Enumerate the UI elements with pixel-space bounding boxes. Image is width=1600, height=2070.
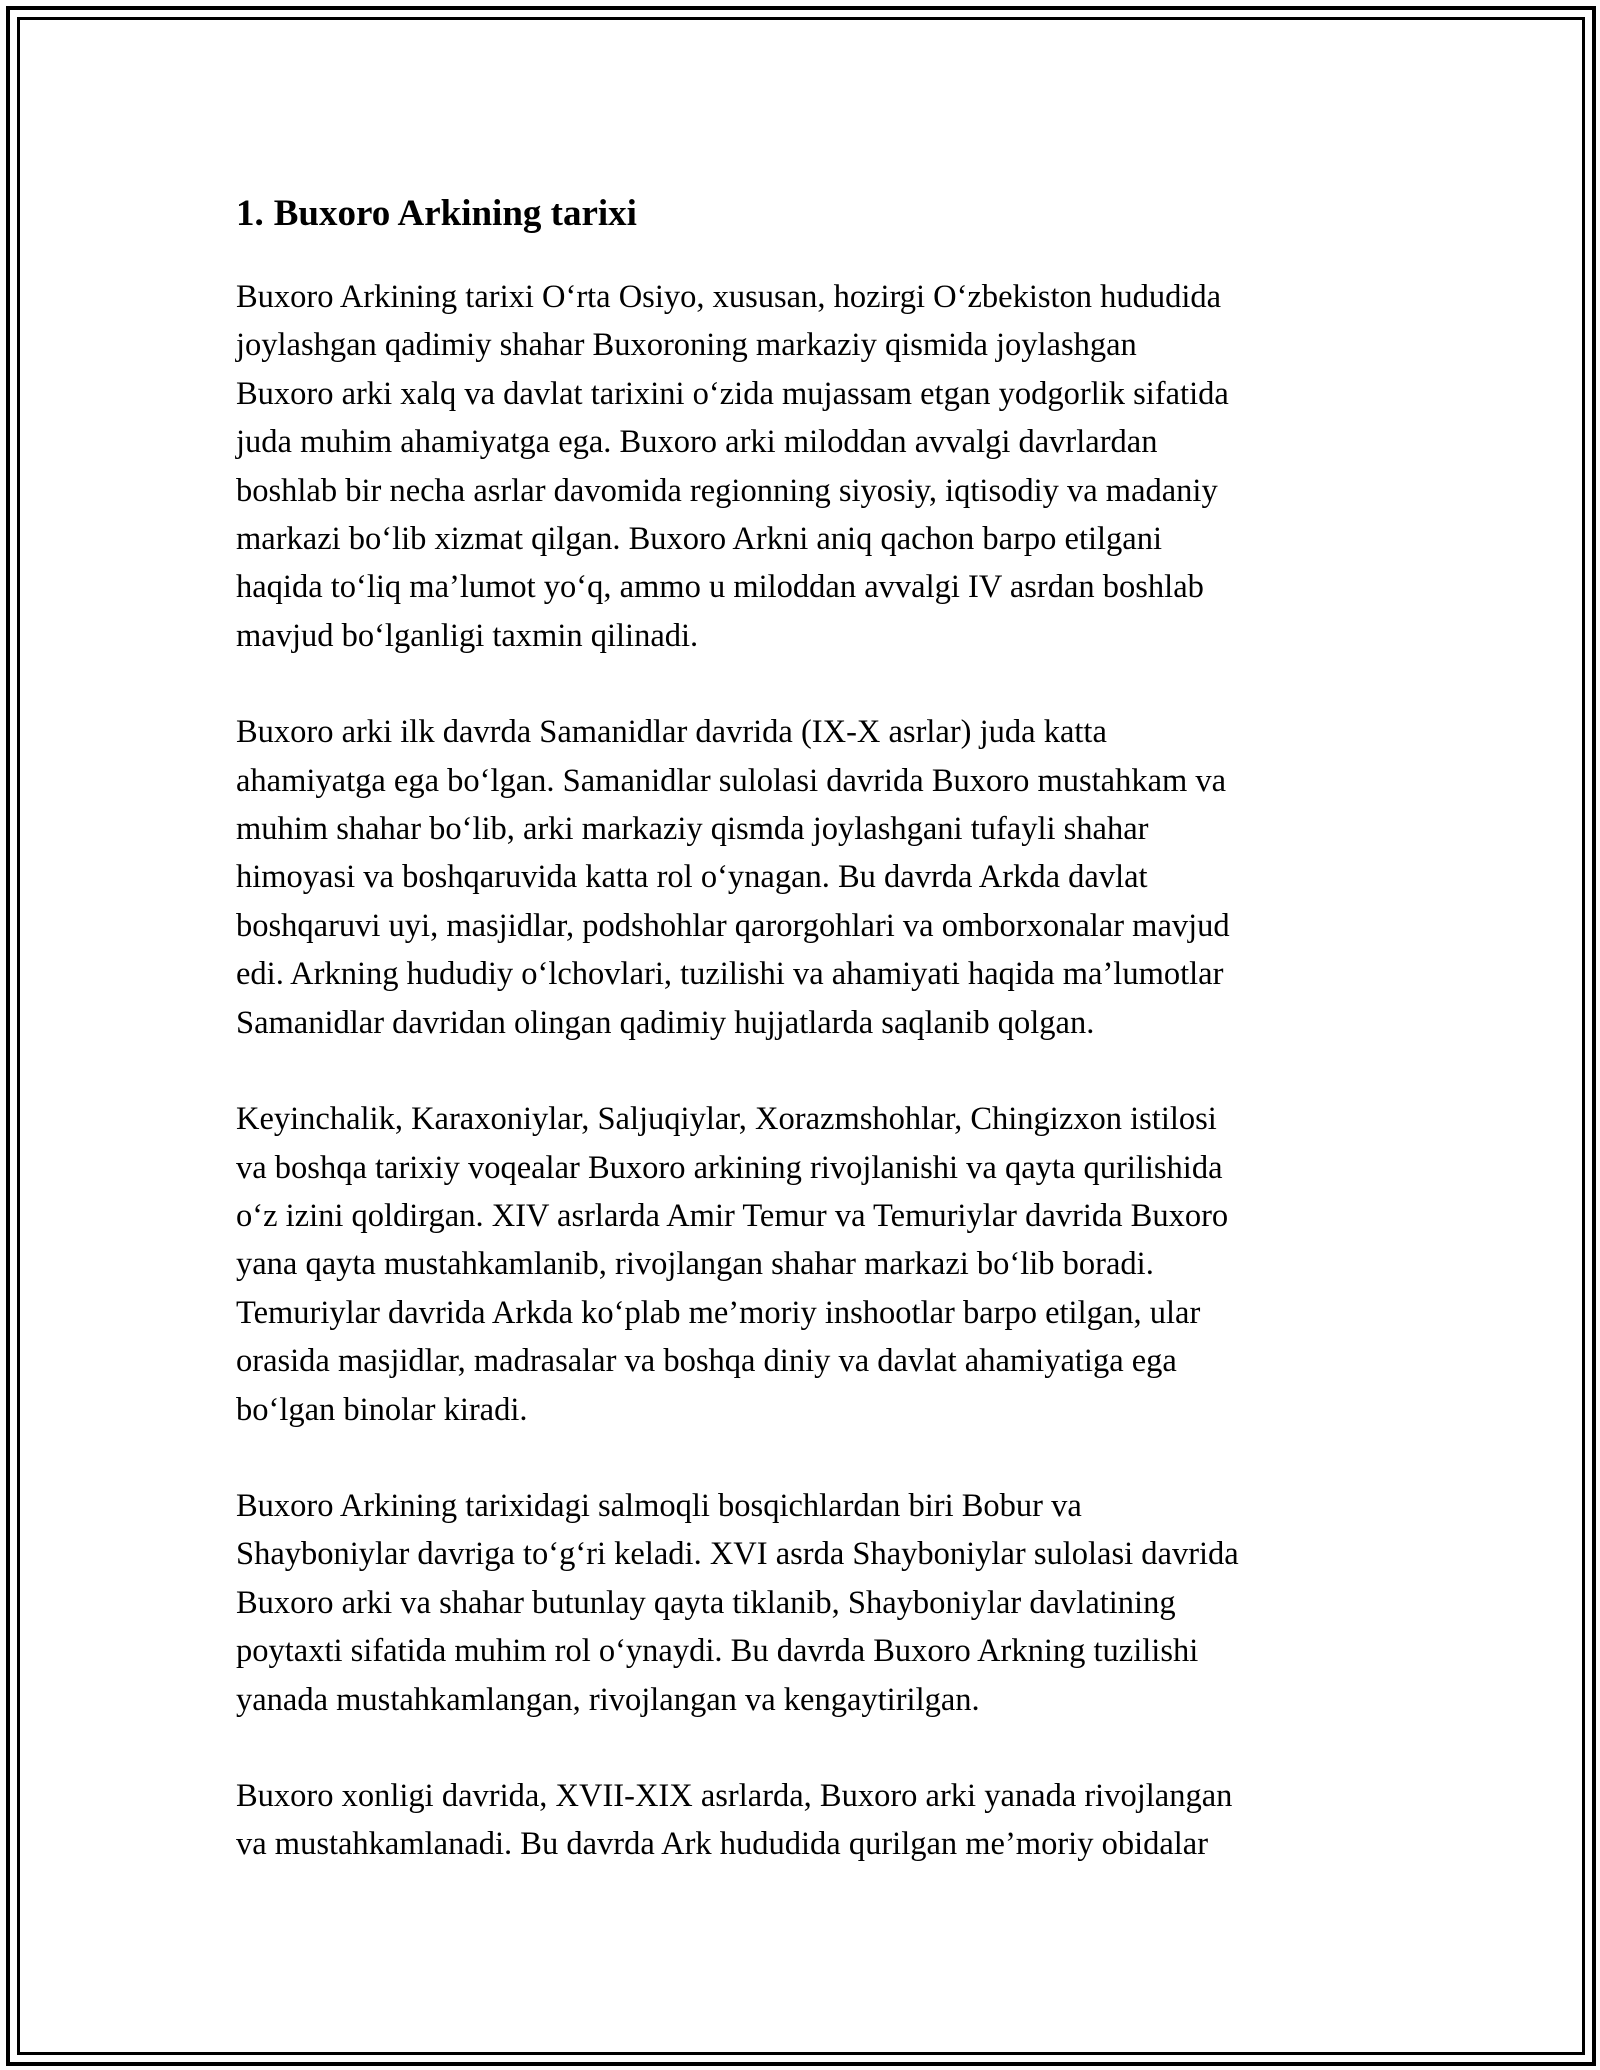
paragraph-3: Keyinchalik, Karaxoniylar, Saljuqiylar, Xorazmshohlar, Chingizxon istilosi va boshqa tarixiy voqealar Buxoro arkining rivojlanishi va qayta qurilishida o‘z izini qoldirgan. XIV asrlarda Amir Temur va Temuriylar davrida Buxoro yana qayta mustahkamlanib, rivojlangan shahar markazi bo‘lib boradi. Temuriylar davrida Arkda ko‘plab me’moriy inshootlar barpo etilgan, ular orasida masjidlar, madrasalar va boshqa diniy va davlat ahamiyatiga ega bo‘lgan binolar kiradi. xyxy=(236,1101,1229,1428)
section-heading xyxy=(236,185,1376,243)
section-title: Buxoro Arkining tarixi xyxy=(273,193,637,234)
section-number: 1. xyxy=(236,193,264,234)
paragraph-1: Buxoro Arkining tarixi O‘rta Osiyo, xususan, hozirgi O‘zbekiston hududida joylashgan qadimiy shahar Buxoroning markaziy qismida joylashgan Buxoro arki xalq va davlat tarixini o‘zida mujassam etgan yodgorlik sifatida juda muhim ahamiyatga ega. Buxoro arki miloddan avvalgi davrlardan boshlab bir necha asrlar davomida regionning siyosiy, iqtisodiy va madaniy markazi bo‘lib xizmat qilgan. Buxoro Arkni aniq qachon barpo etilgani haqida to‘liq ma’lumot yo‘q, ammo u miloddan avvalgi IV asrdan boshlab mavjud bo‘lganligi taxmin qilinadi. xyxy=(236,279,1229,654)
paragraph-2: Buxoro arki ilk davrda Samanidlar davrida (IX-X asrlar) juda katta ahamiyatga ega bo‘lgan. Samanidlar sulolasi davrida Buxoro mustahkam va muhim shahar bo‘lib, arki markaziy qismda joylashgani tufayli shahar himoyasi va boshqaruvida katta rol o‘ynagan. Bu davrda Arkda davlat boshqaruvi uyi, masjidlar, podshohlar qarorgohlari va omborxonalar mavjud edi. Arkning hududiy o‘lchovlari, tuzilishi va ahamiyati haqida ma’lumotlar Samanidlar davridan olingan qadimiy hujjatlarda saqlanib qolgan. xyxy=(236,714,1230,1041)
paragraph-4: Buxoro Arkining tarixidagi salmoqli bosqichlardan biri Bobur va Shayboniylar davriga to‘g‘ri keladi. XVI asrda Shayboniylar sulolasi davrida Buxoro arki va shahar butunlay qayta tiklanib, Shayboniylar davlatining poytaxti sifatida muhim rol o‘ynaydi. Bu davrda Buxoro Arkning tuzilishi yanada mustahkamlangan, rivojlangan va kengaytirilgan. xyxy=(236,1487,1239,1718)
paragraph-5: Buxoro xonligi davrida, XVII-XIX asrlarda, Buxoro arki yanada rivojlangan va mustahkamlanadi. Bu davrda Ark hududida qurilgan me’moriy obidalar xyxy=(236,1777,1233,1863)
document-body xyxy=(236,185,1376,1917)
